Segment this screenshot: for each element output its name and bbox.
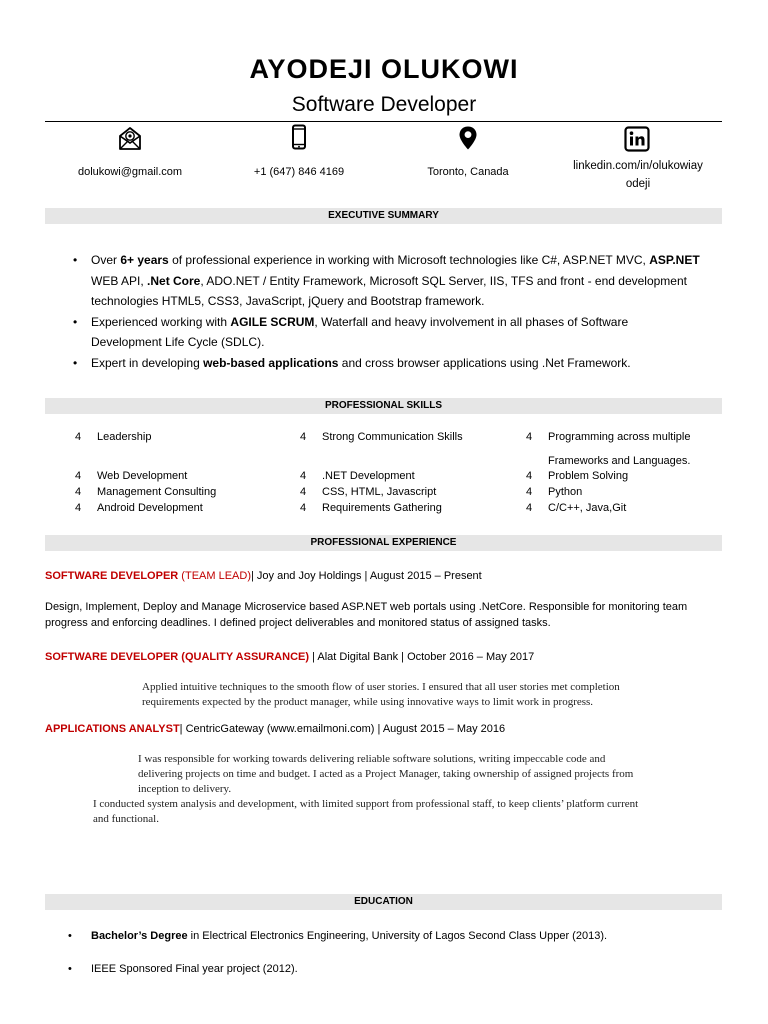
summary-item: • Expert in developing web-based applications and cross browser applications using .Net Framework.: [73, 353, 733, 374]
linkedin-line-2: odeji: [625, 178, 651, 190]
location-pin-icon: [455, 125, 481, 151]
skill-marker: 4: [300, 502, 307, 514]
skill-marker: 4: [526, 470, 533, 482]
skill-item: Requirements Gathering: [322, 502, 442, 514]
job-title: Software Developer: [291, 93, 477, 116]
skill-marker: 4: [300, 486, 307, 498]
header-divider: [45, 121, 722, 122]
email-text[interactable]: dolukowi@gmail.com: [77, 166, 183, 178]
skill-item: .NET Development: [322, 470, 415, 482]
skill-marker: 4: [526, 502, 533, 514]
job-description: Applied intuitive techniques to the smooth flow of user stories. I ensured that all user stories met completion requirements expected by the product manager, while using innovative ways to limit work in progress.: [142, 681, 620, 708]
skill-marker: 4: [75, 431, 82, 443]
section-education: EDUCATION: [45, 894, 722, 910]
job-heading: SOFTWARE DEVELOPER (QUALITY ASSURANCE) | Alat Digital Bank | October 2016 – May 2017: [45, 651, 535, 663]
skill-item: C/C++, Java,Git: [548, 502, 627, 514]
location-text: Toronto, Canada: [427, 166, 509, 178]
linkedin-icon: [624, 126, 650, 152]
linkedin-line-1: linkedin.com/in/olukowiay: [573, 160, 703, 172]
skill-marker: 4: [75, 470, 82, 482]
education-item: • Bachelor’s Degree in Electrical Electronics Engineering, University of Lagos Second Class Upper (2013).: [68, 930, 608, 942]
skill-item: Web Development: [97, 470, 188, 482]
job-description: I was responsible for working towards delivering reliable software solutions, writing impeccable code and delivering projects on time and budget. I acted as a Project Manager, taking ownership of assigned projects from inception to delivery.: [138, 753, 634, 795]
job-heading: APPLICATIONS ANALYST| CentricGateway (www.emailmoni.com) | August 2015 – May 2016: [45, 723, 506, 735]
section-executive-summary: EXECUTIVE SUMMARY: [45, 208, 722, 224]
skill-marker: 4: [526, 431, 533, 443]
skill-item: Android Development: [97, 502, 203, 514]
phone-text[interactable]: +1 (647) 846 4169: [253, 166, 345, 178]
skill-item-continued: Frameworks and Languages.: [548, 455, 691, 467]
summary-list: [73, 250, 733, 373]
skill-marker: 4: [75, 486, 82, 498]
education-item: • IEEE Sponsored Final year project (2012).: [68, 963, 298, 975]
skill-item: Strong Communication Skills: [322, 431, 463, 443]
summary-item: • Over 6+ years of professional experience in working with Microsoft technologies like C#, ASP.NET MVC, ASP.NET WEB API, .Net Core, ADO.NET / Entity Framework, Microsoft SQL Server, IIS, TFS and front - end development technologies HTML5, CSS3, JavaScript, jQuery and Bootstrap framework.: [73, 250, 733, 312]
section-professional-skills: PROFESSIONAL SKILLS: [45, 398, 722, 414]
skill-item: Management Consulting: [97, 486, 217, 498]
job-heading: SOFTWARE DEVELOPER (TEAM LEAD)| Joy and Joy Holdings | August 2015 – Present: [45, 570, 482, 582]
skill-item: Problem Solving: [548, 470, 629, 482]
skill-item: Python: [548, 486, 583, 498]
skill-item: Programming across multiple: [548, 431, 691, 443]
section-professional-experience: PROFESSIONAL EXPERIENCE: [45, 535, 722, 551]
skill-marker: 4: [526, 486, 533, 498]
phone-icon: [286, 124, 312, 150]
skill-marker: 4: [300, 470, 307, 482]
email-icon: [117, 125, 143, 151]
summary-item: • Experienced working with AGILE SCRUM, Waterfall and heavy involvement in all phases of Software Development Life Cycle (SDLC).: [73, 312, 733, 353]
job-description: I conducted system analysis and development, with limited support from professional staff, to keep clients’ platform current and functional.: [93, 798, 639, 825]
skill-item: CSS, HTML, Javascript: [322, 486, 437, 498]
skill-marker: 4: [300, 431, 307, 443]
skill-item: Leadership: [97, 431, 152, 443]
candidate-name: AYODEJI OLUKOWI: [249, 54, 519, 84]
job-description: Design, Implement, Deploy and Manage Microservice based ASP.NET web portals using .NetCore. Responsible for monitoring team progress and enforcing deadlines. I defined project deliverables and monitored status of assigned tasks.: [45, 601, 688, 629]
linkedin-text[interactable]: [556, 157, 720, 193]
skill-marker: 4: [75, 502, 82, 514]
